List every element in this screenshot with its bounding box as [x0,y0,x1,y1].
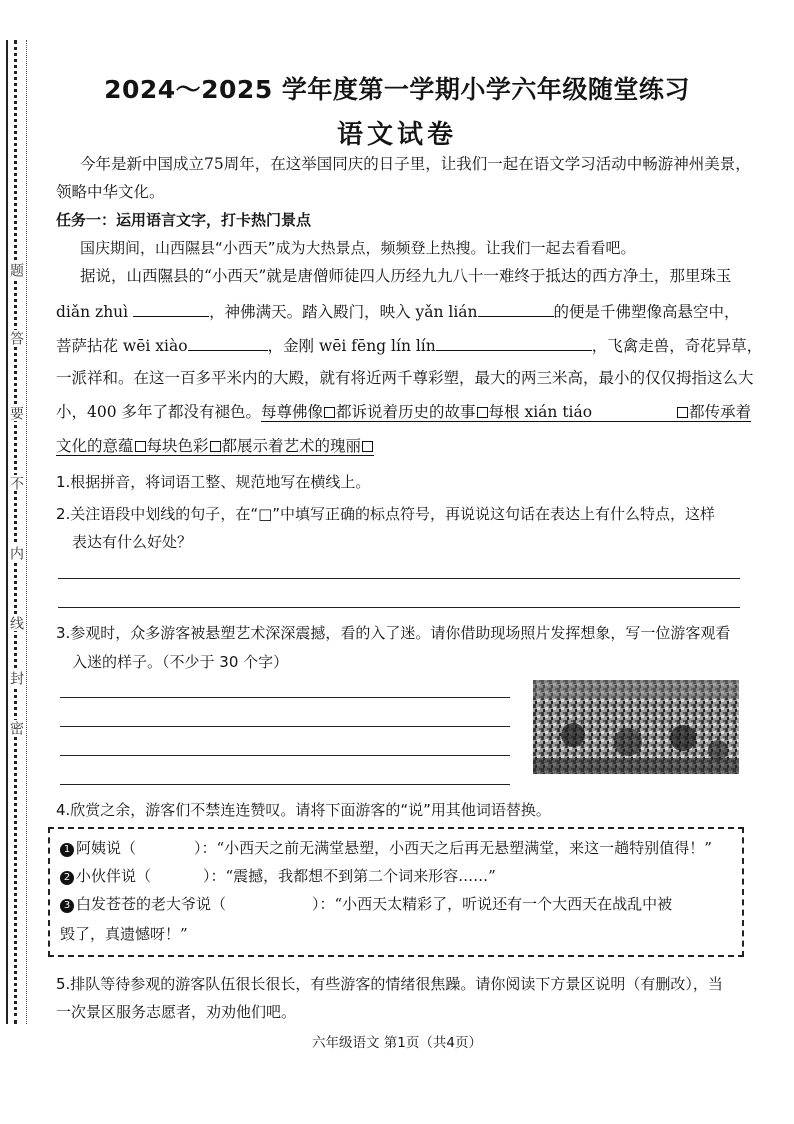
punctuation-box[interactable] [210,441,221,452]
binding-edge-line [6,40,8,1024]
question-4: 4.欣赏之余，游客们不禁连连赞叹。请将下面游客的“说”用其他词语替换。 [56,801,551,819]
punctuation-box[interactable] [135,441,146,452]
quote-item: 3 白发苍苍的老大爷说（ ）：“小西天太精彩了，听说还有一个大西天在战乱中被 [60,894,760,914]
punctuation-box[interactable] [477,407,488,418]
answer-blank[interactable] [188,334,268,351]
passage-line: 一派祥和。在这一百多平米内的大殿，就有将近两千尊彩塑，最大的两三米高，最小的仅仅拇指这么大 [56,369,754,387]
passage-line [56,436,756,456]
task-paragraph: 国庆期间，山西隰县“小西天”成为大热景点，频频登上热搜。让我们一起去看看吧。 [80,239,636,257]
passage-line [56,334,763,356]
task-heading: 任务一：运用语言文字，打卡热门景点 [56,211,312,229]
intro-line: 今年是新中国成立75周年，在这举国同庆的日子里，让我们一起在语文学习活动中畅游神州美景， [80,155,751,173]
question-2: 2.关注语段中划线的句子，在“□”中填写正确的标点符号，再说说这句话在表达上有什么特点，这样 [56,505,716,523]
passage-text: 菩萨拈花 wēi xiào [56,337,188,355]
answer-line[interactable] [60,697,510,698]
number-badge: 3 [60,899,74,913]
exam-subtitle: 语文试卷 [336,120,457,150]
binding-char: 答 [8,331,24,345]
punctuation-box[interactable] [324,407,335,418]
binding-char: 要 [8,406,24,420]
answer-blank[interactable] [436,334,592,351]
passage-line: 据说，山西隰县的“小西天”就是唐僧师徒四人历经九九八十一难终于抵达的西方净土，那里珠玉 [80,267,732,285]
passage-text: 的便是千佛塑像高悬空中， [553,303,740,321]
scenic-photo [533,680,739,774]
quote-item: 1 阿姨说（ ）：“小西天之前无满堂悬塑，小西天之后再无悬塑满堂，来这一趟特别值得！” [60,838,760,858]
passage-line [56,300,756,322]
exam-title: 2024～2025 学年度第一学期小学六年级随堂练习 [104,75,690,104]
binding-char: 线 [8,616,24,630]
passage-text: ，飞禽走兽，奇花异草， [591,337,763,355]
question-5: 一次景区服务志愿者，劝劝他们吧。 [56,1003,297,1021]
question-3: 入迷的样子。（不少于 30 个字） [72,653,289,671]
binding-char: 不 [8,476,24,490]
answer-line[interactable] [60,726,510,727]
answer-line[interactable] [60,755,510,756]
binding-char: 题 [8,263,24,277]
punctuation-box[interactable] [362,441,373,452]
question-2: 表达有什么好处？ [72,533,193,551]
number-badge: 1 [60,843,74,857]
question-3: 3.参观时，众多游客被悬塑艺术深深震撼，看的入了迷。请你借助现场照片发挥想象，写一位游客观看 [56,624,731,642]
answer-line[interactable] [60,784,510,785]
binding-dotted-line [14,40,17,1024]
binding-dotted-line-inner [26,40,27,1024]
question-5: 5.排队等待参观的游客队伍很长很长，有些游客的情绪很焦躁。请你阅读下方景区说明（有删改），当 [56,975,723,993]
question-1: 1.根据拼音，将词语工整、规范地写在横线上。 [56,473,371,491]
binding-margin [0,0,40,1124]
binding-char: 密 [8,721,24,735]
passage-text: 小，400 多年了都没有褪色。 [56,403,262,421]
number-badge: 2 [60,871,74,885]
binding-char: 封 [8,671,24,685]
answer-blank[interactable] [478,300,554,317]
passage-line [56,402,756,422]
passage-text: ，金刚 wēi fēng lín lín [267,337,436,355]
pinyin-prompt: diǎn zhuì [56,303,129,321]
binding-char: 内 [8,546,24,560]
underlined-sentence: 每尊佛像 都诉说着历史的故事 每根 xián tiáo 都传承着 [261,403,752,421]
intro-line: 领略中华文化。 [56,183,165,201]
answer-blank[interactable] [133,300,209,317]
page-footer: 六年级语文 第1页（共4页） [312,1035,482,1051]
quote-item: 2 小伙伴说（ ）：“震撼，我都想不到第二个词来形容……” [60,866,760,886]
answer-line[interactable] [58,578,740,579]
answer-line[interactable] [58,607,740,608]
passage-text: ，神佛满天。踏入殿门，映入 yǎn lián [209,303,478,321]
punctuation-box[interactable] [677,407,688,418]
quote-item: 毁了，真遗憾呀！” [60,925,188,943]
underlined-sentence: 文化的意蕴 每块色彩 都展示着艺术的瑰丽 [56,437,374,456]
